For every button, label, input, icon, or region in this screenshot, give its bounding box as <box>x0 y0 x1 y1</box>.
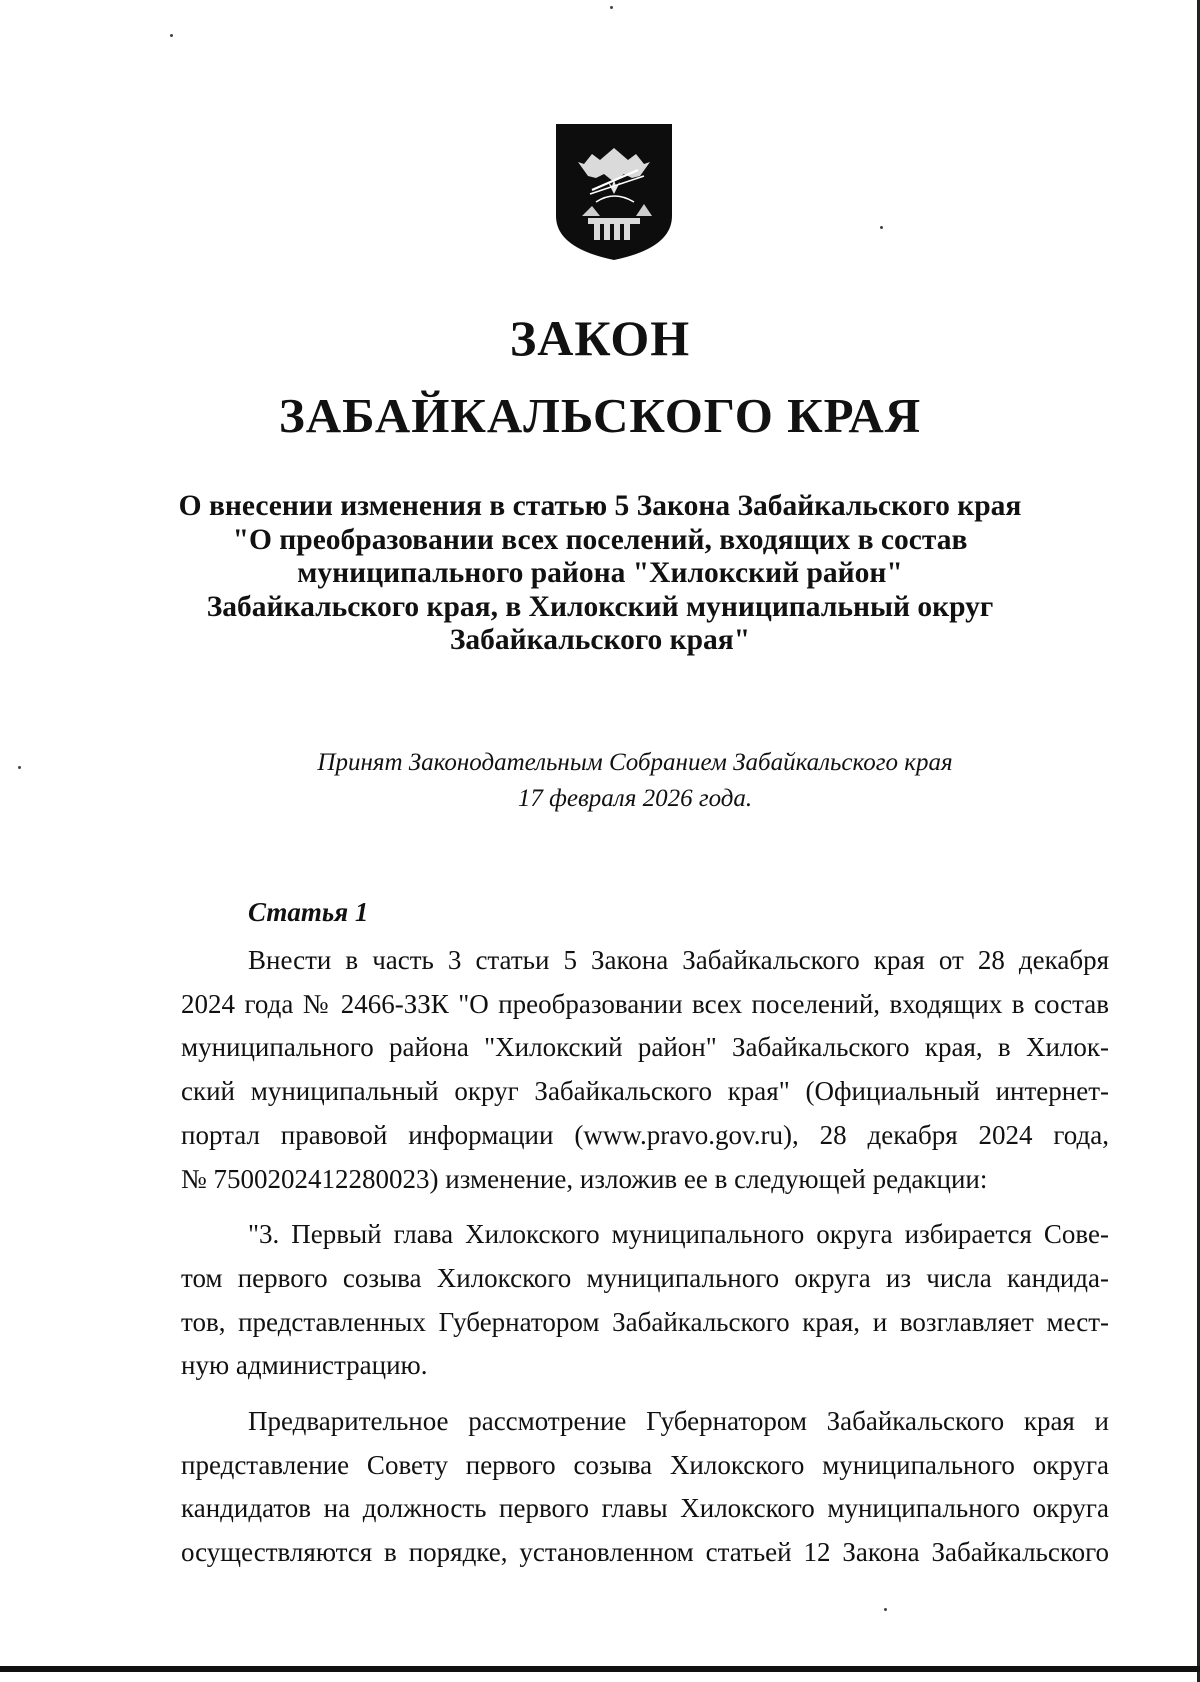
law-subtitle-line: "О преобразовании всех поселений, входящих в состав <box>232 523 968 556</box>
paragraph-line: "3. Первый глава Хилокского муниципального округа избирается Сове- <box>248 1219 1109 1250</box>
law-subtitle <box>150 490 1050 658</box>
scan-speck <box>884 1608 887 1611</box>
paragraph-line: Внести в часть 3 статьи 5 Закона Забайкальского края от 28 декабря <box>248 945 1109 975</box>
paragraph-line: осуществляются в порядке, установленном статьей 12 Закона Забайкальского <box>181 1537 1109 1568</box>
paragraph-line: портал правовой информации (www.pravo.gov.ru), 28 декабря 2024 года, <box>181 1119 1109 1150</box>
adoption-body: Принят Законодательным Собранием Забайкальского края <box>317 749 953 776</box>
paragraph-line: том первого созыва Хилокского муниципального округа из числа кандида- <box>181 1262 1109 1293</box>
paragraph-line: муниципального района "Хилокский район" Забайкальского края, в Хилок- <box>181 1032 1109 1063</box>
article-title: Статья 1 <box>248 897 369 927</box>
adoption-date: 17 февраля 2026 года. <box>517 785 753 812</box>
paragraph-line: кандидатов на должность первого главы Хилокского муниципального округа <box>181 1493 1109 1524</box>
article-body <box>181 939 1109 1587</box>
paragraph <box>181 1213 1109 1388</box>
scan-speck <box>170 34 173 37</box>
page-bottom-edge <box>0 1666 1200 1672</box>
scan-speck <box>610 6 613 9</box>
law-heading-region: ЗАБАЙКАЛЬСКОГО КРАЯ <box>278 388 922 443</box>
law-heading-title: ЗАКОН <box>509 310 691 366</box>
paragraph-line: 2024 года № 2466-ЗЗК "О преобразовании всех поселений, входящих в состав <box>181 988 1109 1019</box>
law-subtitle-line: Забайкальского края, в Хилокский муниципальный округ <box>206 590 994 623</box>
paragraph-line: ную администрацию. <box>181 1350 428 1381</box>
paragraph-line: тов, представленных Губернатором Забайкальского края, и возглавляет мест- <box>181 1306 1109 1337</box>
paragraph-line: № 7500202412280023) изменение, изложив ее в следующей редакции: <box>181 1163 988 1194</box>
law-subtitle-line: муниципального района "Хилокский район" <box>297 557 903 589</box>
paragraph <box>181 939 1109 1201</box>
adoption-note <box>230 745 1040 817</box>
scan-speck <box>880 226 883 229</box>
paragraph <box>181 1400 1109 1575</box>
paragraph-line: представление Совету первого созыва Хилокского муниципального округа <box>181 1449 1109 1480</box>
scan-speck <box>18 766 21 769</box>
coat-of-arms-icon <box>552 120 676 262</box>
law-subtitle-line: О внесении изменения в статью 5 Закона Забайкальского края <box>178 490 1022 522</box>
paragraph-line: Предварительное рассмотрение Губернатором Забайкальского края и <box>248 1406 1109 1437</box>
law-subtitle-line: Забайкальского края" <box>449 624 751 656</box>
paragraph-line: ский муниципальный округ Забайкальского края" (Официальный интернет- <box>181 1076 1109 1107</box>
